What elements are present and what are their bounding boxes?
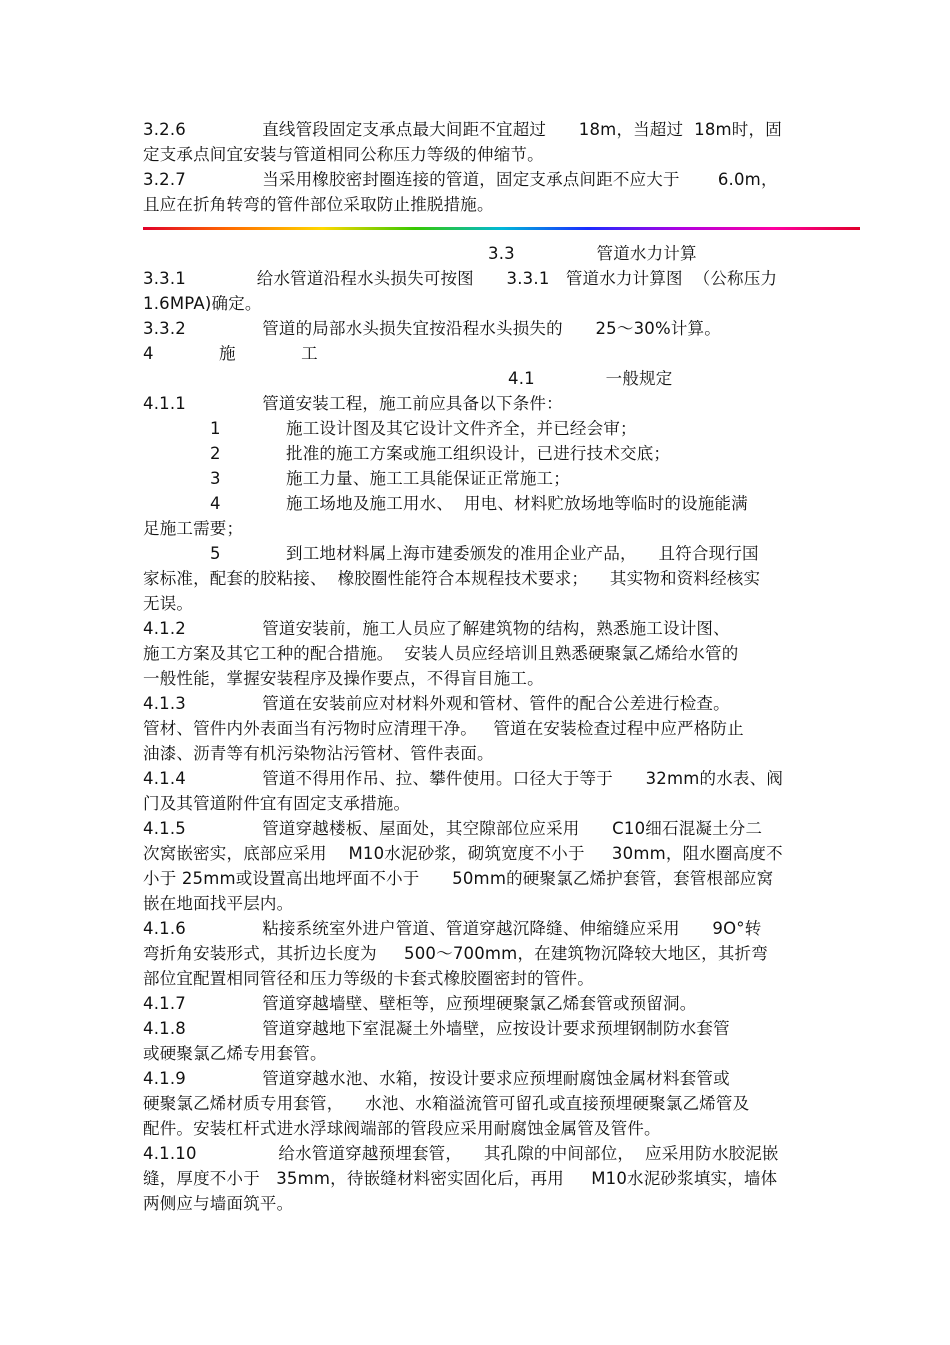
- text-line: 门及其管道附件宜有固定支承措施。: [143, 794, 411, 813]
- text-line: 配件。安装杠杆式进水浮球阀端部的管段应采用耐腐蚀金属管及管件。: [143, 1119, 661, 1138]
- rainbow-divider: [143, 227, 860, 230]
- chapter-heading: 4 施 工: [143, 344, 318, 363]
- section-heading: 3.3 管道水力计算: [488, 244, 697, 263]
- text-line: 3.2.7 当采用橡胶密封圈连接的管道，固定支承点间距不应大于 6.0m，: [143, 170, 778, 189]
- text-line: 4.1.4 管道不得用作吊、拉、攀件使用。口径大于等于 32mm的水表、阀: [143, 769, 784, 788]
- text-line: 部位宜配置相同管径和压力等级的卡套式橡胶圈密封的管件。: [143, 969, 594, 988]
- text-line: 两侧应与墙面筑平。: [143, 1194, 294, 1213]
- list-item: 4 施工场地及施工用水、 用电、材料贮放场地等临时的设施能满: [210, 494, 748, 513]
- list-item: 1 施工设计图及其它设计文件齐全，并已经会审；: [210, 419, 637, 438]
- list-item: 2 批准的施工方案或施工组织设计，已进行技术交底；: [210, 444, 671, 463]
- text-line: 缝，厚度不小于 35mm，待嵌缝材料密实固化后，再用 M10水泥砂浆填实，墙体: [143, 1169, 778, 1188]
- text-line: 3.3.1 给水管道沿程水头损失可按图 3.3.1 管道水力计算图 （公称压力: [143, 269, 778, 288]
- text-line: 4.1.10 给水管道穿越预埋套管， 其孔隙的中间部位， 应采用防水胶泥嵌: [143, 1144, 779, 1163]
- text-line: 3.2.6 直线管段固定支承点最大间距不宜超过 18m，当超过 18m时，固: [143, 120, 782, 139]
- list-item: 5 到工地材料属上海市建委颁发的准用企业产品， 且符合现行国: [210, 544, 759, 563]
- text-line: 足施工需要；: [143, 519, 244, 538]
- text-line: 弯折角安装形式，其折边长度为 500～700mm，在建筑物沉降较大地区，其折弯: [143, 944, 768, 963]
- section-heading: 4.1 一般规定: [508, 369, 673, 388]
- text-line: 一般性能，掌握安装程序及操作要点，不得盲目施工。: [143, 669, 544, 688]
- text-line: 无误。: [143, 594, 194, 613]
- list-item: 3 施工力量、施工工具能保证正常施工；: [210, 469, 570, 488]
- text-line: 或硬聚氯乙烯专用套管。: [143, 1044, 327, 1063]
- text-line: 4.1.3 管道在安装前应对材料外观和管材、管件的配合公差进行检查。: [143, 694, 730, 713]
- text-line: 油漆、沥青等有机污染物沾污管材、管件表面。: [143, 744, 494, 763]
- text-line: 嵌在地面找平层内。: [143, 894, 294, 913]
- text-line: 4.1.1 管道安装工程，施工前应具备以下条件：: [143, 394, 563, 413]
- text-line: 小于 25mm或设置高出地坪面不小于 50mm的硬聚氯乙烯护套管，套管根部应窝: [143, 869, 774, 888]
- text-line: 4.1.9 管道穿越水池、水箱，按设计要求应预埋耐腐蚀金属材料套管或: [143, 1069, 730, 1088]
- text-line: 且应在折角转弯的管件部位采取防止推脱措施。: [143, 195, 494, 214]
- text-line: 4.1.8 管道穿越地下室混凝土外墙壁，应按设计要求预埋钢制防水套管: [143, 1019, 730, 1038]
- text-line: 1.6MPA)确定。: [143, 294, 262, 313]
- text-line: 次窝嵌密实，底部应采用 M10水泥砂浆，砌筑宽度不小于 30mm，阻水圈高度不: [143, 844, 783, 863]
- text-line: 4.1.2 管道安装前，施工人员应了解建筑物的结构，熟悉施工设计图、: [143, 619, 730, 638]
- text-line: 硬聚氯乙烯材质专用套管， 水池、水箱溢流管可留孔或直接预埋硬聚氯乙烯管及: [143, 1094, 750, 1113]
- text-line: 管材、管件内外表面当有污物时应清理干净。 管道在安装检查过程中应严格防止: [143, 719, 744, 738]
- text-line: 施工方案及其它工种的配合措施。 安装人员应经培训且熟悉硬聚氯乙烯给水管的: [143, 644, 739, 663]
- text-line: 3.3.2 管道的局部水头损失宜按沿程水头损失的 25～30%计算。: [143, 319, 721, 338]
- text-line: 4.1.7 管道穿越墙壁、壁柜等，应预埋硬聚氯乙烯套管或预留洞。: [143, 994, 697, 1013]
- text-line: 定支承点间宜安装与管道相同公称压力等级的伸缩节。: [143, 145, 544, 164]
- text-line: 家标准，配套的胶粘接、 橡胶圈性能符合本规程技术要求； 其实物和资料经核实: [143, 569, 761, 588]
- text-line: 4.1.6 粘接系统室外进户管道、管道穿越沉降缝、伸缩缝应采用 9O°转: [143, 919, 762, 938]
- text-line: 4.1.5 管道穿越楼板、屋面处，其空隙部位应采用 C10细石混凝土分二: [143, 819, 763, 838]
